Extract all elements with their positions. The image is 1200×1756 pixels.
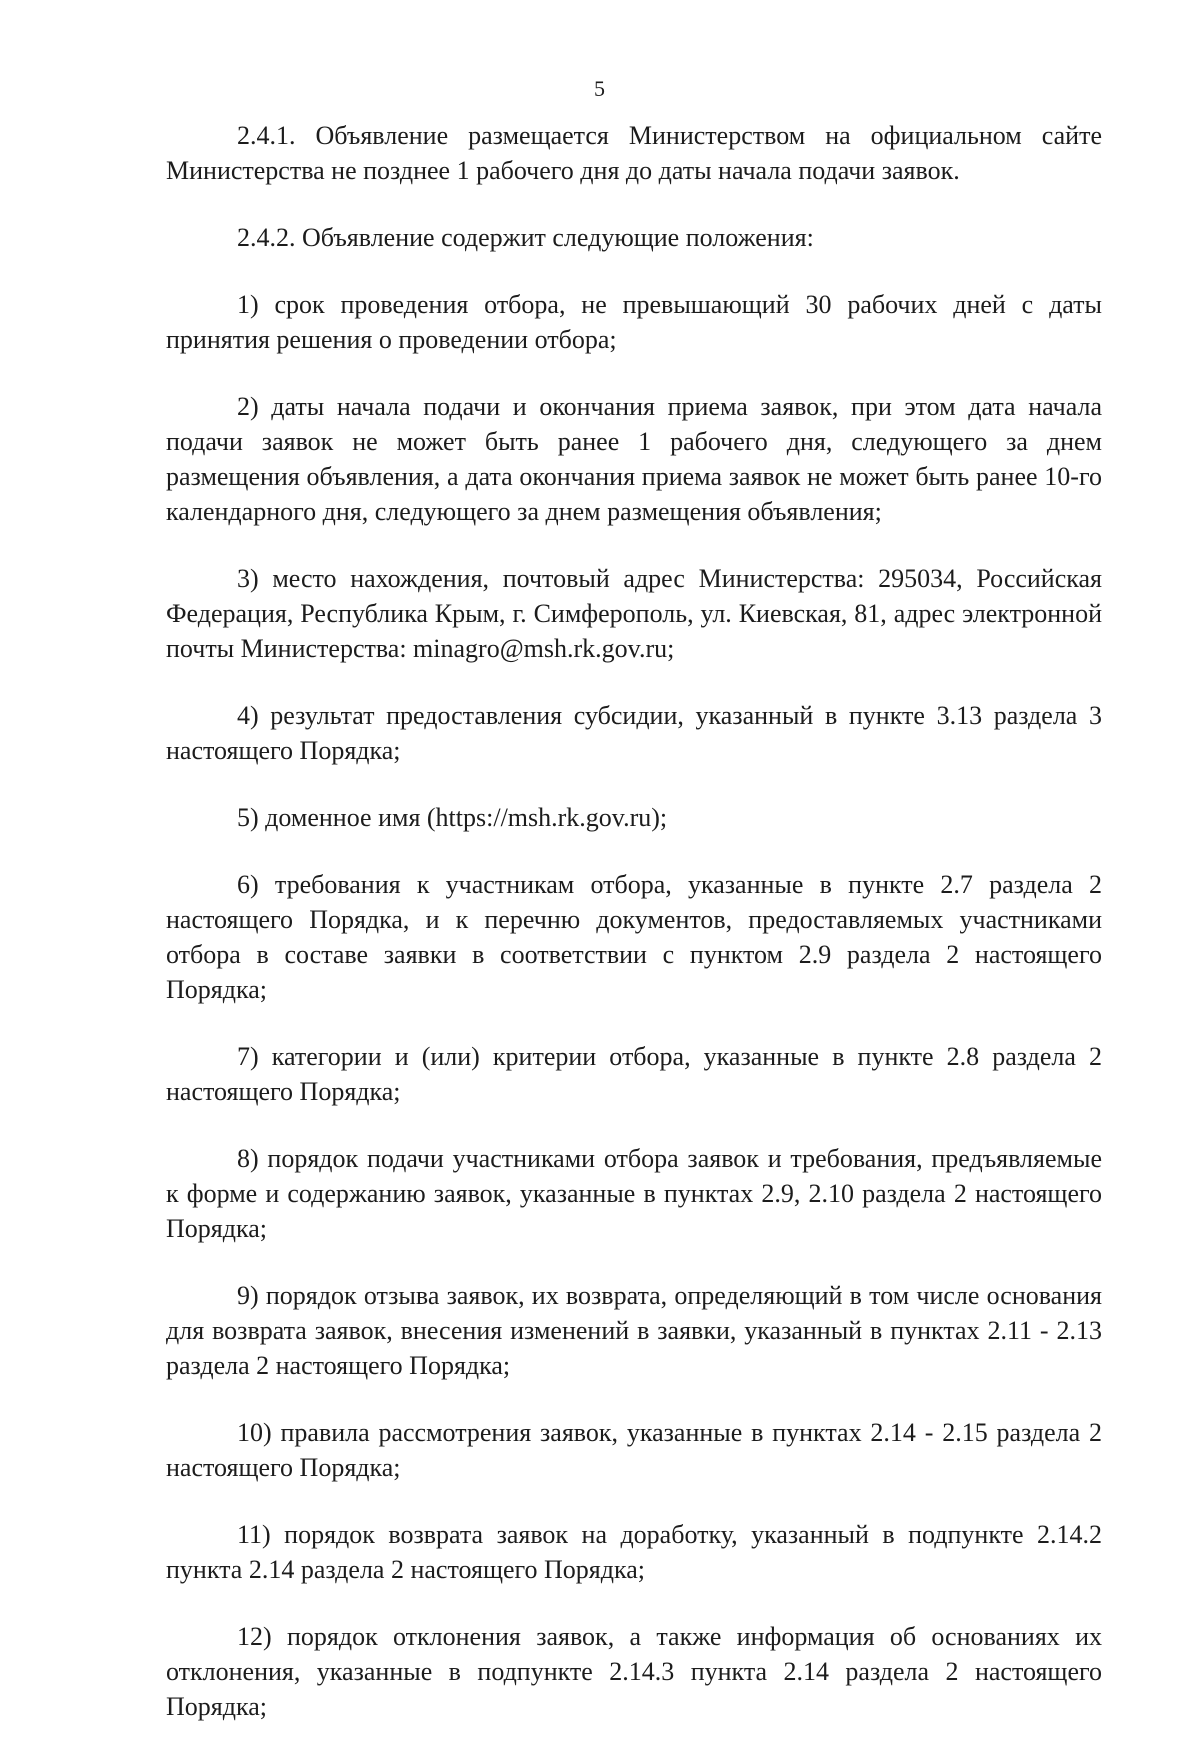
paragraph-2-4-2: 2.4.2. Объявление содержит следующие положения: bbox=[237, 223, 814, 252]
list-item-4: 4) результат предоставления субсидии, указанный в пункте 3.13 раздела 3 настоящего Порядка; bbox=[166, 701, 1102, 765]
list-item-12: 12) порядок отклонения заявок, а также информация об основаниях их отклонения, указанные в подпункте 2.14.3 пункта 2.14 раздела 2 настоящего Порядка; bbox=[166, 1622, 1102, 1721]
list-item-2: 2) даты начала подачи и окончания приема заявок, при этом дата начала подачи заявок не может быть ранее 1 рабочего дня, следующего за днем размещения объявления, а дата окончания приема заявок не может быть ранее 10-го календарного дня, следующего за днем размещения объявления; bbox=[166, 392, 1102, 526]
page-number: 5 bbox=[594, 76, 606, 101]
list-item-6: 6) требования к участникам отбора, указанные в пункте 2.7 раздела 2 настоящего Порядка, и к перечню документов, предоставляемых участниками отбора в составе заявки в соответствии с пунктом 2.9 раздела 2 настоящего Порядка; bbox=[166, 870, 1102, 1004]
document-body bbox=[166, 118, 1102, 1756]
paragraph-2-4-1: 2.4.1. Объявление размещается Министерством на официальном сайте Министерства не позднее 1 рабочего дня до даты начала подачи заявок. bbox=[166, 121, 1102, 185]
list-item-10: 10) правила рассмотрения заявок, указанные в пунктах 2.14 - 2.15 раздела 2 настоящего Порядка; bbox=[166, 1418, 1102, 1482]
list-item-9: 9) порядок отзыва заявок, их возврата, определяющий в том числе основания для возврата заявок, внесения изменений в заявки, указанный в пунктах 2.11 - 2.13 раздела 2 настоящего Порядка; bbox=[166, 1281, 1102, 1380]
list-item-5: 5) доменное имя (https://msh.rk.gov.ru); bbox=[237, 803, 668, 832]
list-item-7: 7) категории и (или) критерии отбора, указанные в пункте 2.8 раздела 2 настоящего Порядка; bbox=[166, 1042, 1102, 1106]
list-item-8: 8) порядок подачи участниками отбора заявок и требования, предъявляемые к форме и содержанию заявок, указанные в пунктах 2.9, 2.10 раздела 2 настоящего Порядка; bbox=[166, 1144, 1102, 1243]
list-item-3: 3) место нахождения, почтовый адрес Министерства: 295034, Российская Федерация, Республика Крым, г. Симферополь, ул. Киевская, 81, адрес электронной почты Министерства: minagro@msh.rk.gov.ru; bbox=[166, 564, 1102, 663]
list-item-1: 1) срок проведения отбора, не превышающий 30 рабочих дней с даты принятия решения о проведении отбора; bbox=[166, 290, 1102, 354]
list-item-11: 11) порядок возврата заявок на доработку, указанный в подпункте 2.14.2 пункта 2.14 раздела 2 настоящего Порядка; bbox=[166, 1520, 1102, 1584]
